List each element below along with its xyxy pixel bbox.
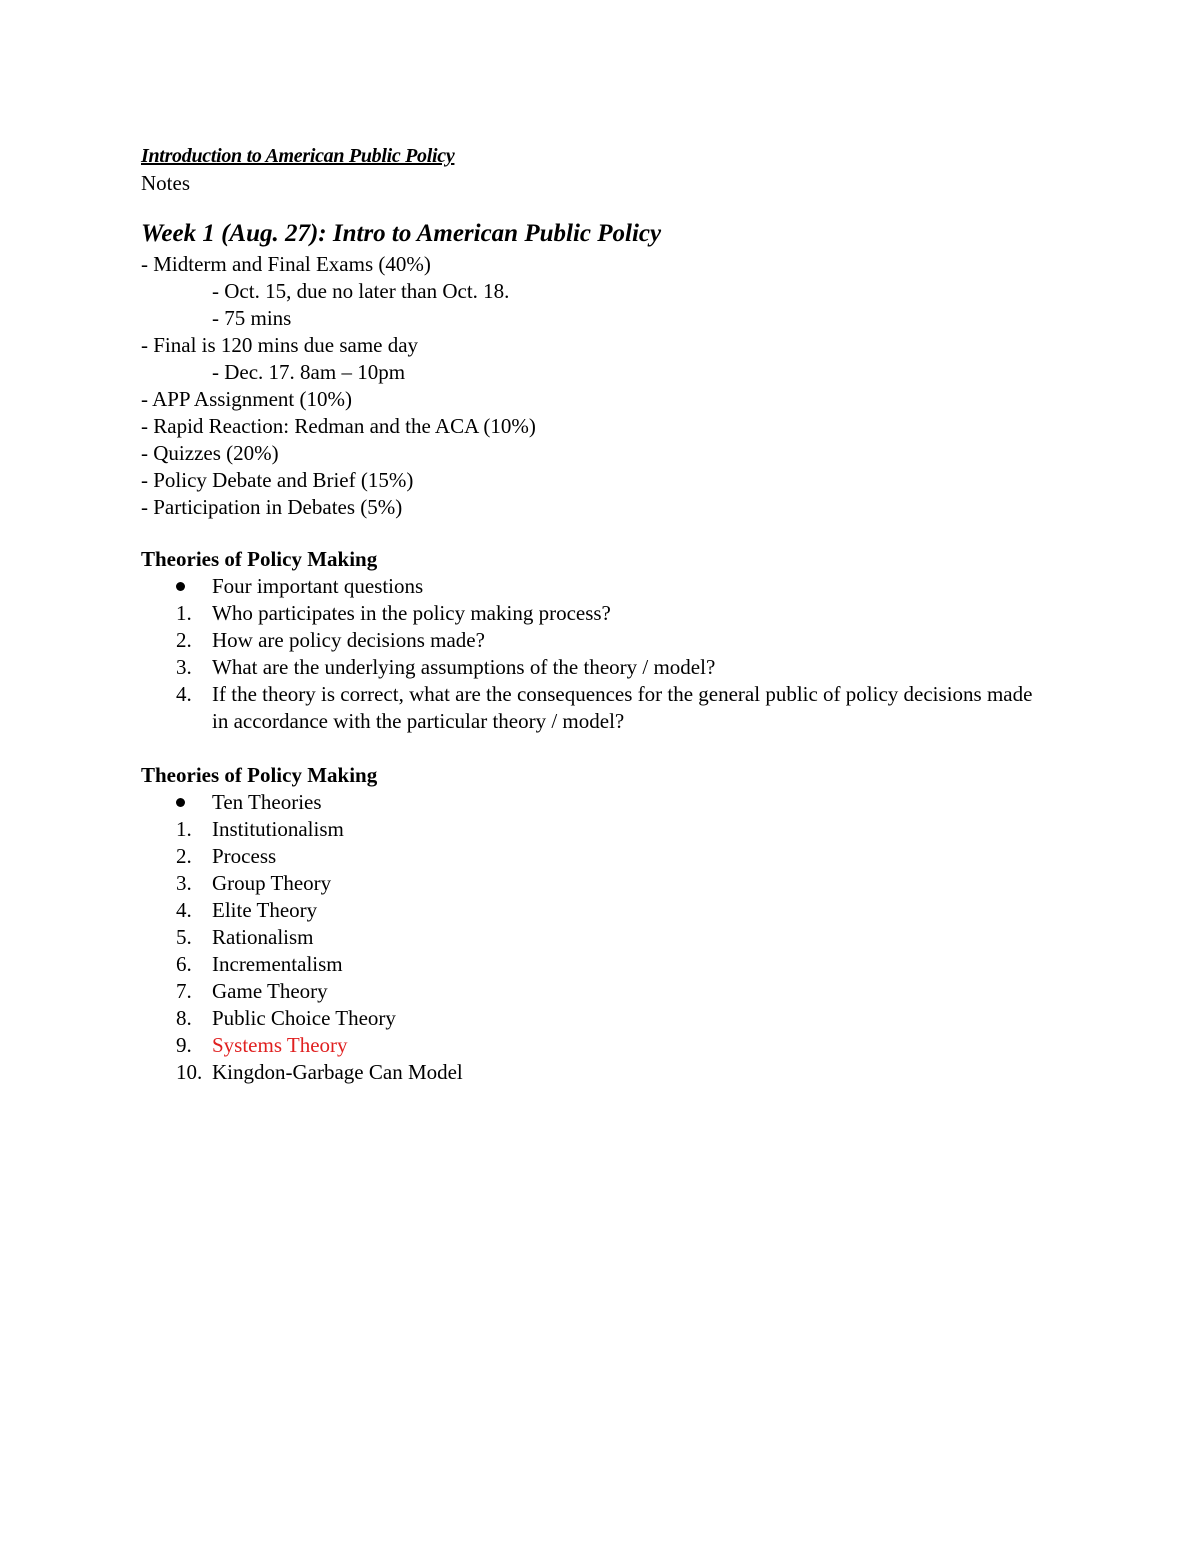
bullet-icon — [176, 798, 185, 807]
item-number: 2. — [176, 628, 192, 652]
week1-item: - Midterm and Final Exams (40%) — [141, 252, 431, 276]
item-text: Game Theory — [212, 979, 328, 1003]
numbered-item — [141, 681, 1041, 735]
document-subtitle: Notes — [141, 171, 190, 195]
numbered-item — [141, 924, 1041, 951]
item-text: Who participates in the policy making process? — [212, 601, 611, 625]
section1-heading: Theories of Policy Making — [141, 547, 378, 571]
week1-item: - Participation in Debates (5%) — [141, 495, 403, 519]
week1-item: - Oct. 15, due no later than Oct. 18. — [212, 279, 510, 303]
numbered-item — [141, 1032, 1041, 1059]
item-text: Group Theory — [212, 871, 332, 895]
item-number: 3. — [176, 655, 192, 679]
numbered-item — [141, 816, 1041, 843]
item-text: How are policy decisions made? — [212, 628, 485, 652]
item-text: What are the underlying assumptions of the theory / model? — [212, 655, 716, 679]
section1-bullet-item — [141, 573, 1041, 600]
week1-item: - 75 mins — [212, 306, 292, 330]
item-number: 2. — [176, 844, 192, 868]
item-text: If the theory is correct, what are the consequences for the general public of policy decisions made in accordance with the particular theory / model? — [212, 682, 1033, 733]
item-number: 4. — [176, 682, 192, 706]
item-number: 6. — [176, 952, 192, 976]
numbered-item — [141, 1059, 1041, 1086]
week1-item: - Final is 120 mins due same day — [141, 333, 419, 357]
item-number: 5. — [176, 925, 192, 949]
item-number: 1. — [176, 817, 192, 841]
item-number: 7. — [176, 979, 192, 1003]
numbered-item — [141, 870, 1041, 897]
item-text: Process — [212, 844, 277, 868]
numbered-item — [141, 627, 1041, 654]
item-number: 4. — [176, 898, 192, 922]
numbered-item — [141, 843, 1041, 870]
week1-heading: Week 1 (Aug. 27): Intro to American Public Policy — [141, 220, 662, 247]
numbered-item — [141, 978, 1041, 1005]
document-title: Introduction to American Public Policy — [141, 145, 455, 167]
item-text: Institutionalism — [212, 817, 344, 841]
week1-list — [141, 251, 1041, 521]
item-number: 3. — [176, 871, 192, 895]
item-text: Elite Theory — [212, 898, 318, 922]
week1-item: - Policy Debate and Brief (15%) — [141, 468, 414, 492]
numbered-item — [141, 897, 1041, 924]
week1-item: - APP Assignment (10%) — [141, 387, 352, 411]
section2-heading: Theories of Policy Making — [141, 763, 378, 787]
numbered-item — [141, 951, 1041, 978]
item-text: Rationalism — [212, 925, 314, 949]
section1-list — [141, 600, 1041, 735]
item-number: 9. — [176, 1033, 192, 1057]
week1-item: - Rapid Reaction: Redman and the ACA (10%) — [141, 414, 536, 438]
item-text: Incrementalism — [212, 952, 343, 976]
bullet-icon — [176, 582, 185, 591]
item-number: 8. — [176, 1006, 192, 1030]
section2-list — [141, 816, 1041, 1086]
week1-item: - Quizzes (20%) — [141, 441, 279, 465]
bullet-text: Ten Theories — [212, 790, 322, 814]
section2-bullet-item — [141, 789, 1041, 816]
numbered-item — [141, 1005, 1041, 1032]
item-number: 10. — [176, 1060, 203, 1084]
numbered-item — [141, 600, 1041, 627]
item-number: 1. — [176, 601, 192, 625]
numbered-item — [141, 654, 1041, 681]
item-text: Systems Theory — [212, 1033, 348, 1057]
bullet-text: Four important questions — [212, 574, 424, 598]
document-page — [141, 143, 1041, 1086]
item-text: Kingdon-Garbage Can Model — [212, 1060, 463, 1084]
item-text: Public Choice Theory — [212, 1006, 396, 1030]
week1-item: - Dec. 17. 8am – 10pm — [212, 360, 406, 384]
